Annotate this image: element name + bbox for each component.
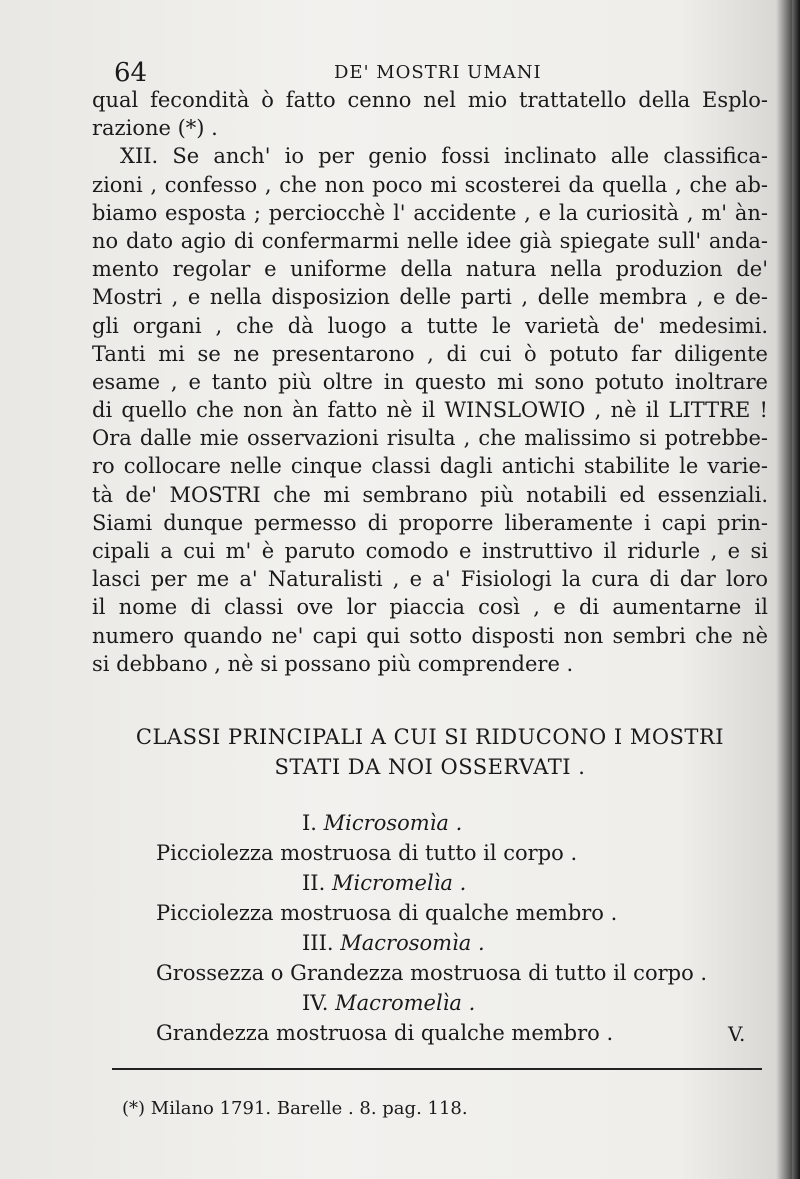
class-title: [92, 988, 768, 1018]
text-line: XII. Se anch' io per genio fossi inclinato alle classifica-: [120, 144, 768, 169]
footnote-rule: [112, 1068, 762, 1070]
class-name: Macrosomìa .: [340, 931, 485, 955]
class-list: [92, 808, 768, 1048]
text-line: no dato agio di confermarmi nelle idee già spiegate sull' anda-: [92, 228, 768, 253]
text-line: qual fecondità ò fatto cenno nel mio trattatello della Esplo-: [92, 88, 768, 112]
page-number: 64: [114, 58, 148, 88]
page-header: [112, 52, 750, 88]
text-line: zioni , confesso , che non poco mi scosterei da quella , che ab-: [92, 172, 768, 197]
text-line: esame , e tanto più oltre in questo mi sono potuto inoltrare: [92, 369, 768, 394]
class-numeral: IV.: [302, 991, 329, 1015]
text-line: il nome di classi ove lor piaccia così , e di aumentarne il: [92, 595, 768, 620]
class-name: Micromelìa .: [331, 871, 467, 895]
class-description: Picciolezza mostruosa di qualche membro .: [156, 901, 618, 925]
heading-line-1: CLASSI PRINCIPALI A CUI SI RIDUCONO I MOSTRI: [135, 725, 725, 749]
text-line: si debbano , nè si possano più comprendere .: [92, 651, 574, 676]
class-title: [92, 808, 768, 838]
heading-line-2: STATI DA NOI OSSERVATI .: [274, 755, 586, 779]
page-edge-shadow: [792, 0, 800, 1179]
class-description: Grossezza o Grandezza mostruosa di tutto il corpo .: [156, 961, 708, 985]
class-numeral: III.: [302, 931, 334, 955]
text-line: razione (*) .: [92, 116, 218, 141]
class-numeral: I.: [302, 811, 317, 835]
footnote: (*) Milano 1791. Barelle . 8. pag. 118.: [122, 1098, 468, 1119]
text-line: biamo esposta ; perciocchè l' accidente , e la curiosità , m' àn-: [92, 200, 768, 225]
text-line: Mostri , e nella disposizion delle parti , delle membra , e de-: [92, 285, 768, 310]
class-description: Grandezza mostruosa di qualche membro .: [156, 1021, 614, 1045]
text-line: di quello che non àn fatto nè il WINSLOWIO , nè il LITTRE !: [92, 398, 768, 423]
section-heading: [92, 722, 768, 782]
running-title: DE' MOSTRI UMANI: [334, 62, 542, 83]
class-title: [92, 928, 768, 958]
class-numeral: II.: [302, 871, 326, 895]
text-line: numero quando ne' capi qui sotto disposti non sembri che nè: [92, 623, 768, 648]
text-line: gli organi , che dà luogo a tutte le varietà de' medesimi.: [92, 313, 768, 338]
text-line: Tanti mi se ne presentarono , di cui ò potuto far diligente: [92, 341, 768, 366]
text-line: Ora dalle mie osservazioni risulta , che malissimo si potrebbe-: [92, 426, 768, 451]
text-line: tà de' MOSTRI che mi sembrano più notabili ed essenziali.: [92, 482, 768, 507]
class-title: [92, 868, 768, 898]
class-name: Macromelìa .: [335, 991, 476, 1015]
text-line: cipali a cui m' è paruto comodo e instruttivo il ridurle , e si: [92, 539, 768, 563]
text-line: mento regolar e uniforme della natura nella produzion de': [92, 257, 768, 282]
catchword: V.: [728, 1022, 746, 1046]
class-description: Picciolezza mostruosa di tutto il corpo .: [156, 841, 578, 865]
body-text: [92, 86, 768, 678]
text-line: Siami dunque permesso di proporre liberamente i capi prin-: [92, 510, 768, 535]
class-name: Microsomìa .: [323, 811, 463, 835]
text-line: lasci per me a' Naturalisti , e a' Fisiologi la cura di dar loro: [92, 567, 768, 592]
text-line: ro collocare nelle cinque classi dagli antichi stabilite le varie-: [92, 454, 768, 479]
